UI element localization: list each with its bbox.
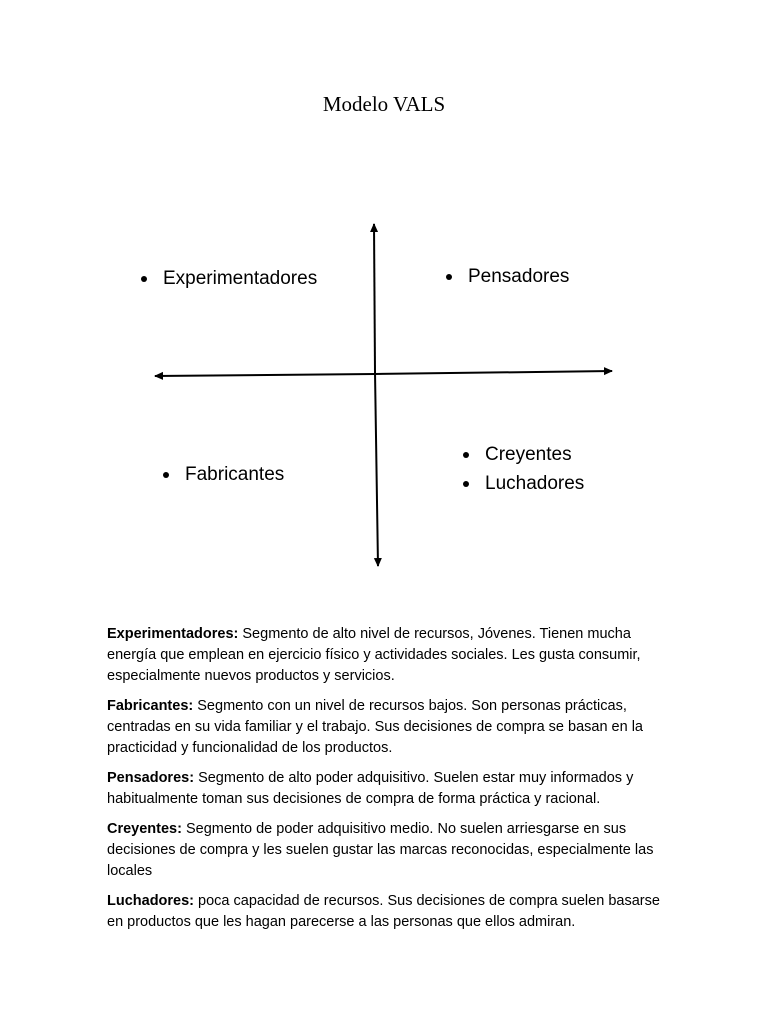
description-term: Creyentes: xyxy=(107,821,182,837)
description-paragraph xyxy=(107,891,667,933)
quadrant-item: Luchadores xyxy=(463,469,584,498)
description-paragraph xyxy=(107,819,667,882)
quadrant-bottom-right xyxy=(463,440,584,498)
quadrant-item: Pensadores xyxy=(446,262,569,291)
description-term: Luchadores: xyxy=(107,893,195,909)
quadrant-item: Creyentes xyxy=(463,440,584,469)
quadrant-item: Experimentadores xyxy=(141,264,317,293)
description-text: poca capacidad de recursos. Sus decisiones de compra suelen basarse en productos que les hagan parecerse a las personas que ellos admiran. xyxy=(107,893,660,930)
quadrant-item: Fabricantes xyxy=(163,460,284,489)
description-text: Segmento de alto nivel de recursos, Jóvenes. Tienen mucha energía que emplean en ejercicio físico y actividades sociales. Les gusta consumir, especialmente nuevos productos y servicios. xyxy=(107,626,641,684)
quadrant-top-right xyxy=(446,262,569,291)
descriptions xyxy=(107,624,667,942)
quadrant-bottom-left xyxy=(163,460,284,489)
description-paragraph xyxy=(107,768,667,810)
quadrant-top-left xyxy=(141,264,317,293)
description-text: Segmento de poder adquisitivo medio. No suelen arriesgarse en sus decisiones de compra y les suelen gustar las marcas reconocidas, especialmente las locales xyxy=(107,821,654,879)
description-term: Experimentadores: xyxy=(107,626,239,642)
vertical-axis-up xyxy=(374,224,375,372)
description-text: Segmento de alto poder adquisitivo. Suelen estar muy informados y habitualmente toman sus decisiones de compra de forma práctica y racional. xyxy=(107,770,634,807)
description-paragraph xyxy=(107,624,667,687)
horizontal-axis-left xyxy=(155,374,375,376)
description-term: Fabricantes: xyxy=(107,698,194,714)
page-title: Modelo VALS xyxy=(322,92,446,116)
horizontal-axis-right xyxy=(375,371,612,374)
description-term: Pensadores: xyxy=(107,770,195,786)
vertical-axis-down xyxy=(375,372,378,566)
description-text: Segmento con un nivel de recursos bajos. Son personas prácticas, centradas en su vida familiar y el trabajo. Sus decisiones de compra se basan en la practicidad y funcionalidad de los productos. xyxy=(107,698,643,756)
description-paragraph xyxy=(107,696,667,759)
